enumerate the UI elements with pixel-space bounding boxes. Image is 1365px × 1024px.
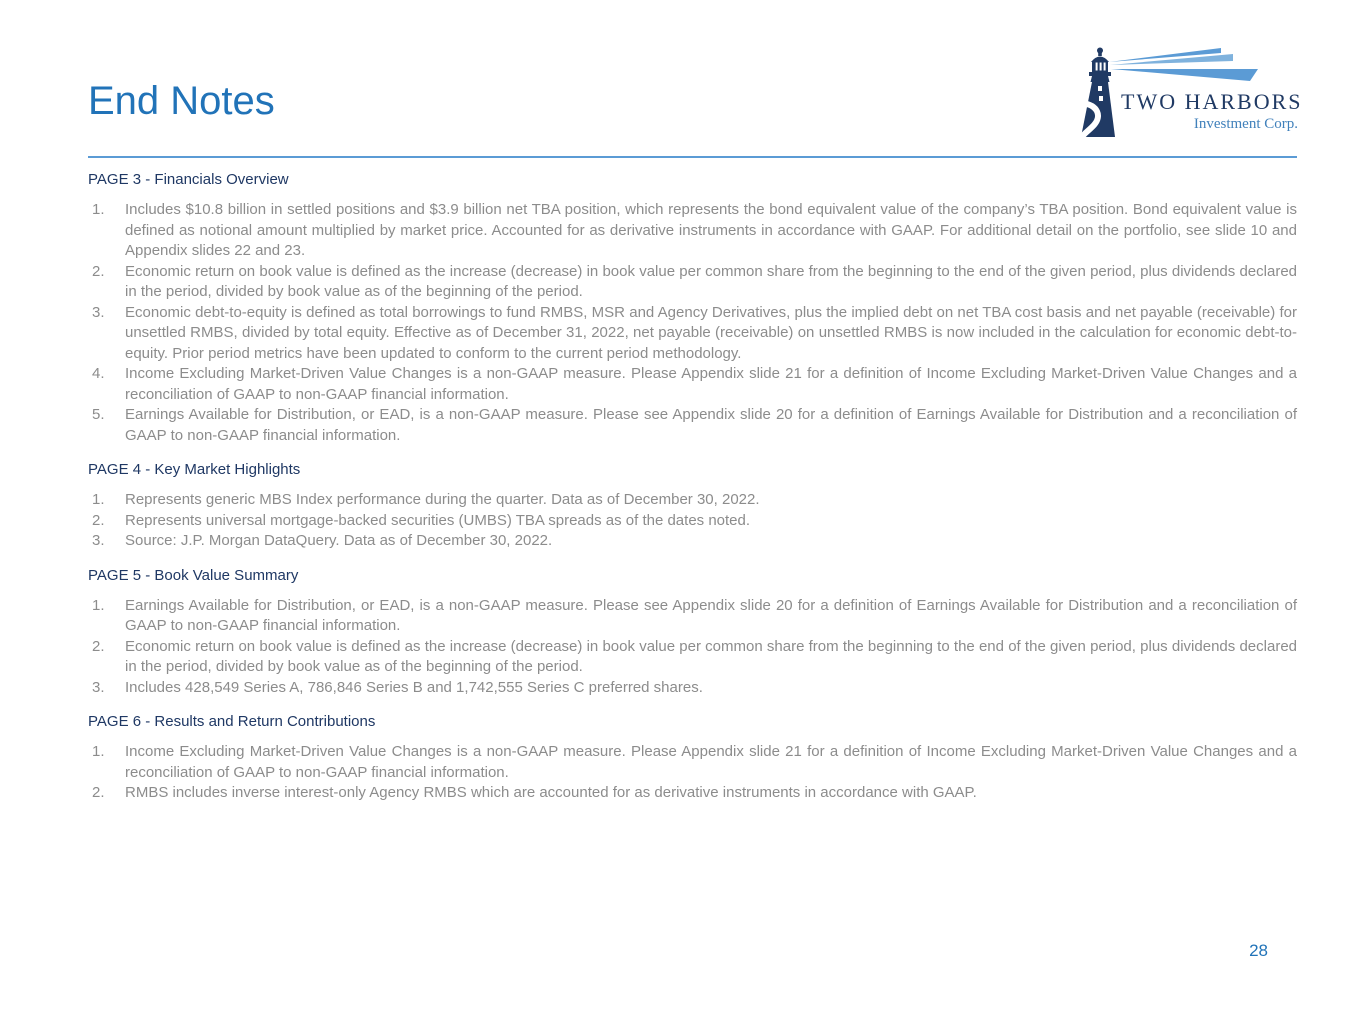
section-page-5 bbox=[88, 566, 1297, 699]
note-item: Earnings Available for Distribution, or EAD, is a non-GAAP measure. Please see Appendix slide 20 for a definition of Earnings Available for Distribution and a reconciliation of GAAP to non-GAAP financial information. bbox=[125, 406, 1297, 444]
note-item: Earnings Available for Distribution, or EAD, is a non-GAAP measure. Please see Appendix slide 20 for a definition of Earnings Available for Distribution and a reconciliation of GAAP to non-GAAP financial information. bbox=[125, 596, 1297, 634]
section-page-6 bbox=[88, 712, 1297, 804]
divider-rule bbox=[88, 156, 1297, 158]
note-item: Includes 428,549 Series A, 786,846 Series B and 1,742,555 Series C preferred shares. bbox=[125, 678, 703, 696]
note-item: Represents generic MBS Index performance during the quarter. Data as of December 30, 2022. bbox=[125, 491, 760, 508]
logo-company-name: TWO HARBORS bbox=[1121, 89, 1303, 114]
notes-list bbox=[88, 742, 1297, 804]
notes-list bbox=[88, 490, 1297, 552]
end-notes-content bbox=[88, 170, 1297, 804]
note-item: Income Excluding Market-Driven Value Changes is a non-GAAP measure. Please Appendix slide 21 for a definition of Income Excluding Market-Driven Value Changes and a reconciliation of GAAP to non-GAAP financial information. bbox=[125, 743, 1297, 781]
page-number: 28 bbox=[1249, 941, 1268, 960]
note-item: RMBS includes inverse interest-only Agency RMBS which are accounted for as derivative instruments in accordance with GAAP. bbox=[125, 784, 977, 801]
section-heading: PAGE 4 - Key Market Highlights bbox=[88, 461, 301, 478]
note-item: Economic debt-to-equity is defined as total borrowings to fund RMBS, MSR and Agency Derivatives, plus the implied debt on net TBA cost basis and net payable (receivable) for unsettled RMBS, divided by total equity. Effective as of December 31, 2022, net payable (receivable) on unsettled RMBS is now included in the calculation for economic debt-to-equity. Prior period metrics have been updated to conform to the current period methodology. bbox=[125, 303, 1297, 362]
logo-subtitle: Investment Corp. bbox=[1193, 116, 1298, 132]
page-title: End Notes bbox=[88, 79, 275, 123]
section-page-3 bbox=[88, 170, 1297, 446]
section-page-4 bbox=[88, 460, 1297, 552]
notes-list bbox=[88, 596, 1297, 699]
note-item: Source: J.P. Morgan DataQuery. Data as of December 30, 2022. bbox=[125, 532, 553, 549]
note-item: Economic return on book value is defined as the increase (decrease) in book value per common share from the beginning to the end of the given period, plus dividends declared in the period, divided by book value as of the beginning of the period. bbox=[125, 637, 1297, 675]
section-heading: PAGE 3 - Financials Overview bbox=[88, 171, 289, 188]
note-item: Represents universal mortgage-backed securities (UMBS) TBA spreads as of the dates noted. bbox=[125, 511, 751, 529]
notes-list bbox=[88, 200, 1297, 446]
company-logo bbox=[1073, 45, 1303, 140]
note-item: Economic return on book value is defined as the increase (decrease) in book value per common share from the beginning to the end of the given period, plus dividends declared in the period, divided by book value as of the beginning of the period. bbox=[125, 262, 1297, 300]
note-item: Income Excluding Market-Driven Value Changes is a non-GAAP measure. Please Appendix slide 21 for a definition of Income Excluding Market-Driven Value Changes and a reconciliation of GAAP to non-GAAP financial information. bbox=[125, 365, 1297, 403]
section-heading: PAGE 5 - Book Value Summary bbox=[88, 566, 299, 584]
note-item: Includes $10.8 billion in settled positions and $3.9 billion net TBA position, which represents the bond equivalent value of the company’s TBA position. Bond equivalent value is defined as notional amount multiplied by market price. Accounted for as derivative instruments in accordance with GAAP. For additional detail on the portfolio, see slide 10 and Appendix slides 22 and 23. bbox=[125, 201, 1297, 259]
section-heading: PAGE 6 - Results and Return Contributions bbox=[88, 713, 376, 730]
